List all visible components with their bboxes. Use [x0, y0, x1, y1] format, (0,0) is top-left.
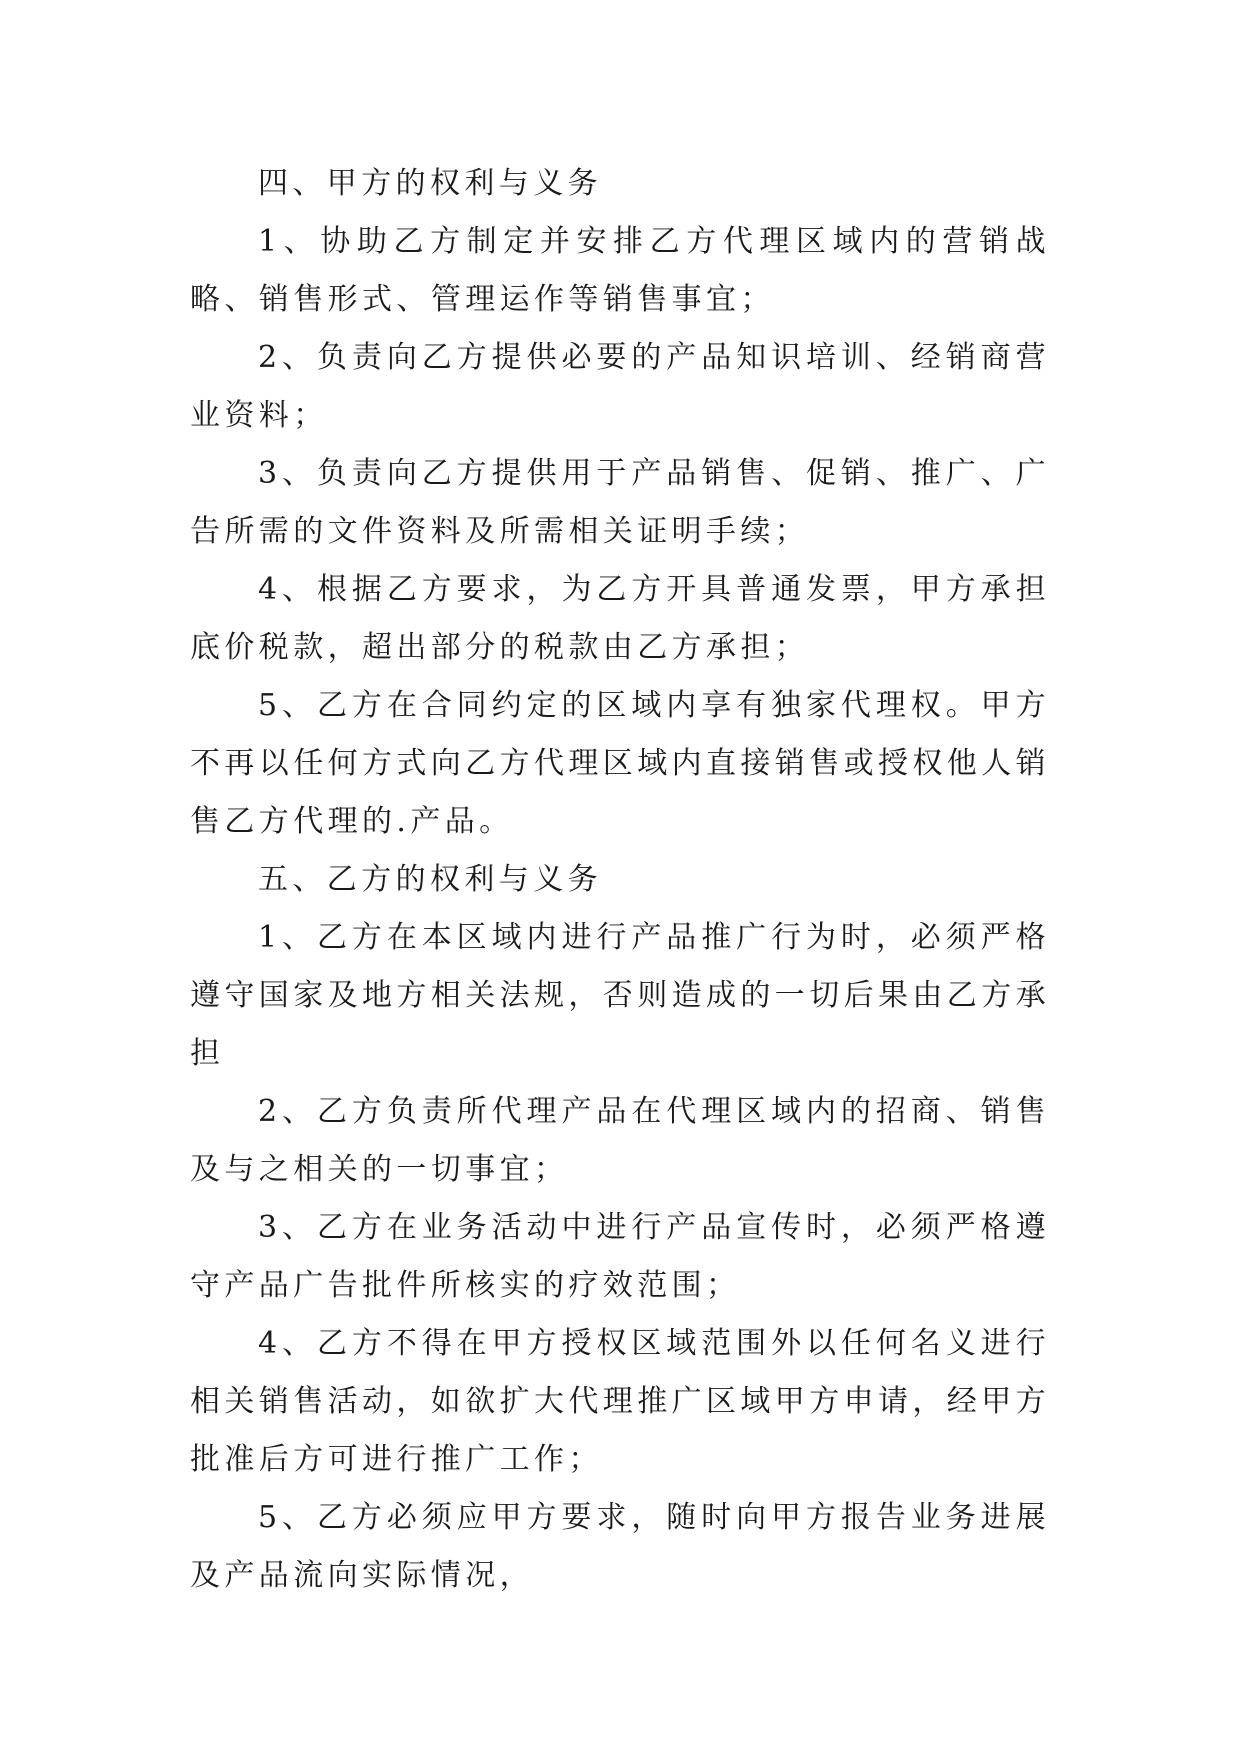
list-item: 1、乙方在本区域内进行产品推广行为时，必须严格遵守国家及地方相关法规，否则造成的一切后果由乙方承担 [190, 920, 1050, 1071]
document-body [190, 155, 1050, 1605]
list-item: 4、乙方不得在甲方授权区域范围外以任何名义进行相关销售活动，如欲扩大代理推广区域甲方申请，经甲方批准后方可进行推广工作； [190, 1326, 1050, 1477]
section-heading: 四、甲方的权利与义务 [258, 166, 602, 201]
list-item: 2、负责向乙方提供必要的产品知识培训、经销商营业资料； [190, 340, 1050, 433]
list-item: 3、负责向乙方提供用于产品销售、促销、推广、广告所需的文件资料及所需相关证明手续； [190, 456, 1050, 549]
section-heading: 五、乙方的权利与义务 [258, 862, 602, 897]
list-item: 1、协助乙方制定并安排乙方代理区域内的营销战略、销售形式、管理运作等销售事宜； [190, 224, 1050, 317]
list-item: 4、根据乙方要求，为乙方开具普通发票，甲方承担底价税款，超出部分的税款由乙方承担； [190, 572, 1050, 665]
list-item: 3、乙方在业务活动中进行产品宣传时，必须严格遵守产品广告批件所核实的疗效范围； [190, 1210, 1050, 1303]
list-item: 5、乙方必须应甲方要求，随时向甲方报告业务进展及产品流向实际情况， [190, 1500, 1050, 1593]
list-item: 2、乙方负责所代理产品在代理区域内的招商、销售及与之相关的一切事宜； [190, 1094, 1050, 1187]
list-item: 5、乙方在合同约定的区域内享有独家代理权。甲方不再以任何方式向乙方代理区域内直接销售或授权他人销售乙方代理的.产品。 [190, 688, 1050, 839]
